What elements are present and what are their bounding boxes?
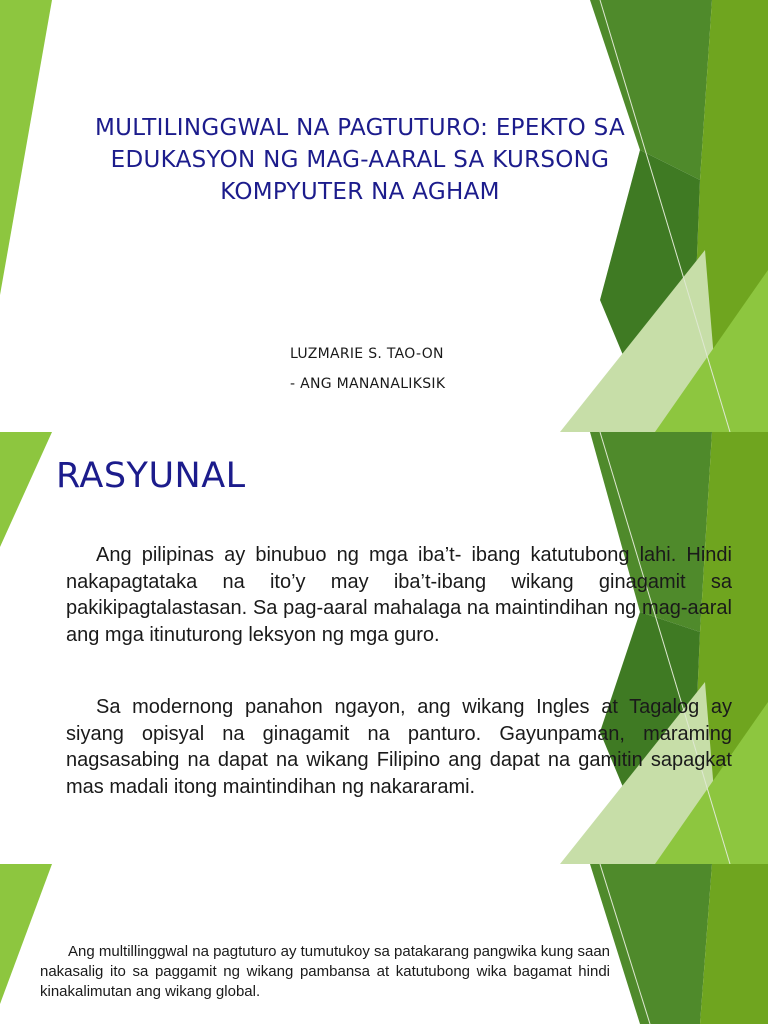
green-decoration [0,0,768,432]
author-role: - ANG MANANALIKSIK [290,376,446,392]
section-heading: RASYUNAL [56,456,246,496]
rasyunal-slide [0,432,768,864]
definition-paragraph: Ang multillinggwal na pagtuturo ay tumutukoy sa patakarang pangwika kung saan nakasalig ito sa paggamit ng wikang pambansa at katutubong wika bagamat hindi kinakalimutan ang wikang global. [40,943,611,1000]
definition-slide [0,864,768,1024]
author-name: LUZMARIE S. TAO-ON [290,346,444,362]
presentation-title: MULTILINGGWAL NA PAGTUTURO: EPEKTO SA EDUKASYON NG MAG-AARAL SA KURSONG KOMPYUTER NA AGHAM [95,115,625,205]
title-slide [0,0,768,432]
paragraph-2: Sa modernong panahon ngayon, ang wikang Ingles at Tagalog ay siyang opisyal na ginagamit na panturo. Gayunpaman, maraming nagsasabing na dapat na wikang Filipino ang dapat na gamitin sapagkat mas madali itong maintindihan ng nakararami. [66,696,732,798]
paragraph-1: Ang pilipinas ay binubuo ng mga iba’t- ibang katutubong lahi. Hindi nakapagtataka na ito’y may iba’t-ibang wikang ginagamit sa pakikipagtalastasan. Sa pag-aaral mahalaga na maintindihan ng mag-aaral ang mga itinuturong leksyon ng mga guro. [66,544,732,646]
